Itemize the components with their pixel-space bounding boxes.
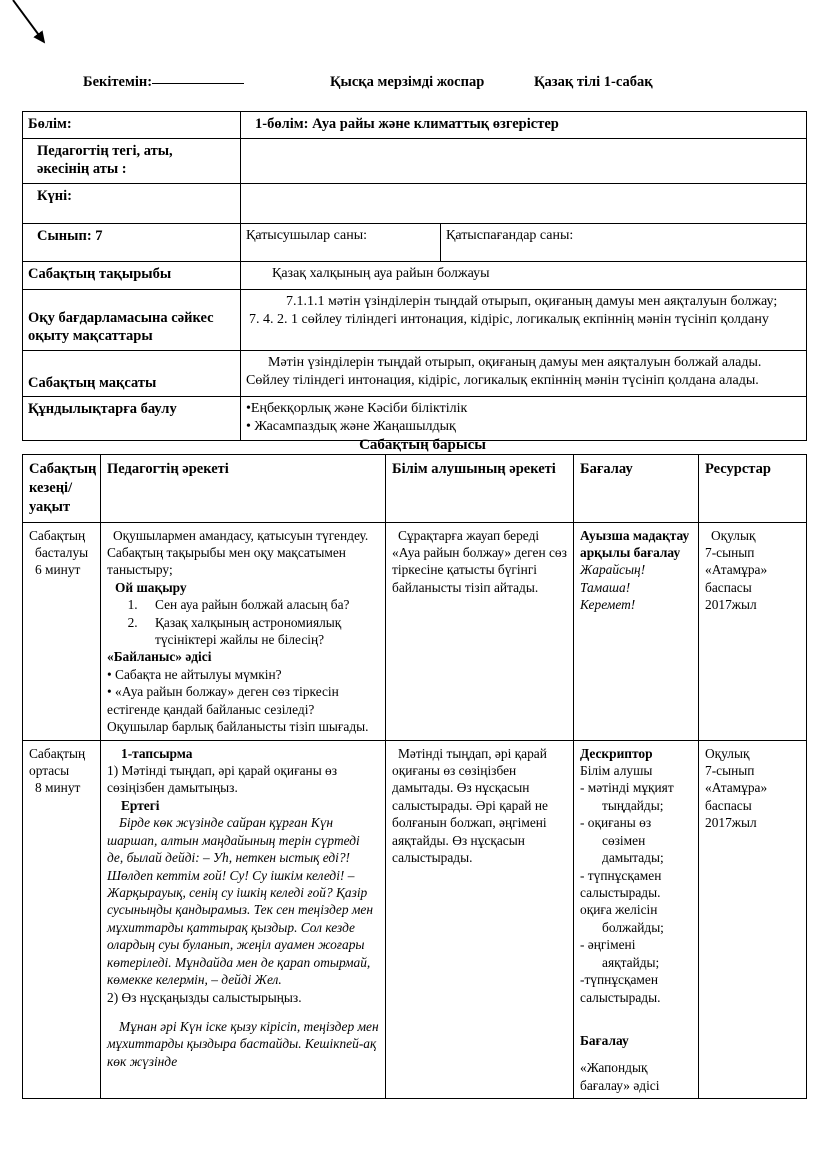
resource-line-1: Оқулық — [711, 527, 756, 543]
teacher-closing-text: Оқушылар барлық байланысты тізіп шығады. — [107, 719, 369, 735]
resource-line-2: 7-сынып — [705, 544, 755, 560]
teacher-heading-connection: «Байланыс» әдісі — [107, 649, 212, 665]
list-item: 1. Сен ауа райын болжай аласың ба? — [141, 596, 379, 613]
teacher-label-line1: Педагогтің тегі, аты, — [37, 142, 173, 159]
table-row-class — [23, 223, 807, 261]
cell-learner-action-start — [386, 522, 574, 740]
descriptor-intro: Білім алушы — [580, 763, 653, 779]
table-row-lesson-goal — [23, 350, 807, 397]
teacher-heading-brainstorm: Ой шақыру — [115, 579, 187, 595]
row-label-teacher-name — [23, 138, 241, 183]
cell-assessment-middle — [574, 740, 699, 1099]
assessment-method-line-2: бағалау» әдісі — [580, 1077, 660, 1093]
row-label-date: Күні: — [23, 183, 241, 223]
assessment-heading-2: Бағалау — [580, 1032, 629, 1048]
descriptor-item — [580, 901, 692, 936]
objectives-label-line1: Оқу бағдарламасына сәйкес — [28, 309, 214, 326]
cell-resources-middle — [699, 740, 807, 1099]
task-heading: 1-тапсырма — [121, 745, 193, 761]
cell-stage-middle — [23, 740, 101, 1099]
row-value-values — [241, 397, 807, 441]
descriptor-item-line: сөзімен — [602, 832, 646, 848]
stage-header-line2: кезеңі/ — [29, 479, 73, 496]
task-2-text: 2) Өз нұсқаңызды салыстырыңыз. — [107, 989, 302, 1005]
cell-teacher-action-middle — [101, 740, 386, 1099]
stage-line-1: Сабақтың — [29, 527, 86, 543]
column-header-assessment: Бағалау — [574, 455, 699, 523]
descriptor-item-line: аяқтайды; — [602, 954, 660, 970]
lesson-goal-label: Сабақтың мақсаты — [28, 374, 157, 391]
lesson-flow-caption: Сабақтың барысы — [359, 437, 486, 453]
column-header-teacher-action: Педагогтің әрекеті — [101, 455, 386, 523]
teacher-label-line2: әкесінің аты : — [37, 161, 127, 178]
descriptor-item-line: -түпнұсқамен — [580, 972, 659, 988]
cell-resources-start — [699, 522, 807, 740]
descriptor-item — [580, 971, 692, 1006]
descriptor-item-line: салыстырады. — [580, 884, 661, 900]
teacher-question-list — [107, 596, 379, 648]
row-value-learning-objectives — [241, 289, 807, 350]
plan-title: Қысқа мерзімді жоспар — [330, 74, 485, 90]
cell-stage-start — [23, 522, 101, 740]
cell-assessment-start — [574, 522, 699, 740]
resource-line-4: баспасы — [705, 579, 752, 595]
descriptor-item — [580, 814, 692, 866]
arrow-annotation-icon — [0, 0, 70, 60]
descriptor-item — [580, 779, 692, 814]
row-label-values: Құндылықтарға баулу — [23, 397, 241, 441]
stage-line-2: басталуы — [35, 544, 89, 560]
resource-line-2: 7-сынып — [705, 763, 755, 779]
descriptor-item-line: - әңгімені — [580, 937, 636, 953]
descriptor-item-line: тыңдайды; — [602, 797, 664, 813]
story-heading: Ертегі — [121, 797, 160, 813]
assessment-method-line-1: «Жапондық — [580, 1060, 648, 1076]
teacher-bullet-2: • «Ауа райын болжау» деген сөз тіркесін естігенде қандай байланыс сезіледі? — [107, 684, 339, 717]
resource-line-4: баспасы — [705, 797, 752, 813]
descriptor-item-line: болжайды; — [602, 919, 664, 935]
resource-line-5: 2017жыл — [705, 815, 757, 831]
objective-1: 7.1.1.1 мәтін үзінділерін тыңдай отырып, оқиғаның дамуы мен аяқталуын болжау; — [286, 293, 778, 309]
stage-header-line1: Сабақтың — [29, 461, 97, 477]
praise-phrase-3: Керемет! — [580, 597, 636, 613]
lesson-flow-table — [22, 454, 807, 1099]
lesson-info-table — [22, 111, 807, 441]
descriptor-item-line: - оқиғаны өз — [580, 815, 652, 831]
table-row — [23, 522, 807, 740]
row-value-teacher-name[interactable] — [241, 138, 807, 183]
story-continuation-text: Мұнан әрі Күн іске қызу кірісіп, теңіздер мен мұхиттарды қыздыра бастайды. Кешікпей-ақ көк жүзінде — [107, 1018, 379, 1069]
row-value-present-count[interactable]: Қатысушылар саны: — [241, 223, 441, 261]
row-label-learning-objectives — [23, 289, 241, 350]
column-header-stage — [23, 455, 101, 523]
table-header-row — [23, 455, 807, 523]
approve-field — [83, 74, 244, 91]
column-header-resources: Ресурстар — [699, 455, 807, 523]
stage-line-3: 6 минут — [35, 562, 81, 578]
row-value-topic: Қазақ халқының ауа райын болжауы — [241, 261, 807, 289]
table-row-topic — [23, 261, 807, 289]
praise-phrase-1: Жарайсың! — [580, 562, 646, 578]
table-row-teacher-name — [23, 138, 807, 183]
table-row-section — [23, 112, 807, 139]
stage-line-2: ортасы — [29, 763, 70, 779]
value-bullet-1: •Еңбекқорлық және Кәсіби біліктілік — [246, 401, 468, 417]
resource-line-1: Оқулық — [705, 745, 750, 761]
value-bullet-2: • Жасампаздық және Жаңашылдық — [246, 419, 456, 435]
row-value-lesson-goal — [241, 350, 807, 397]
list-item: 2. Қазақ халқының астрономиялық түсініктері жайлы не білесің? — [141, 614, 379, 649]
approve-blank-rule — [152, 83, 244, 84]
assessment-heading: Ауызша мадақтау арқылы бағалау — [580, 527, 690, 560]
objective-2: 7. 4. 2. 1 сөйлеу тіліндегі интонация, кідіріс, логикалық екпіннің мәнін түсініп қолдану — [249, 311, 769, 327]
resource-line-3: «Атамұра» — [705, 780, 768, 796]
descriptor-item-line: - мәтінді мұқият — [580, 780, 674, 796]
learner-action-text: Сұрақтарға жауап береді «Ауа райын болжау» деген сөз тіркесіне қатысты бүгінгі байланысты тізіп айтады. — [392, 527, 567, 595]
stage-line-3: 8 минут — [35, 780, 81, 796]
cell-teacher-action-start — [101, 522, 386, 740]
objectives-label-line2: оқыту мақсаттары — [28, 328, 153, 345]
lesson-goal-text: Мәтін үзінділерін тыңдай отырып, оқиғаның дамуы мен аяқталуын болжай алады. Сөйлеу тіліндегі интонация, кідіріс, логикалық екпіннің мәнін түсініп қолдана алады. — [246, 354, 762, 388]
column-header-learner-action: Білім алушының әрекеті — [386, 455, 574, 523]
row-label-lesson-goal — [23, 350, 241, 397]
table-row-values — [23, 397, 807, 441]
teacher-intro-text: Оқушылармен амандасу, қатысуын түгендеу. Сабақтың тақырыбы мен оқу мақсатымен таныстыру; — [107, 527, 369, 578]
resource-line-3: «Атамұра» — [705, 562, 768, 578]
row-value-date[interactable] — [241, 183, 807, 223]
task-intro-text: 1) Мәтінді тыңдап, әрі қарай оқиғаны өз сөзіңізбен дамытыңыз. — [107, 763, 338, 796]
table-row-date — [23, 183, 807, 223]
teacher-bullet-1: • Сабақта не айтылуы мүмкін? — [107, 666, 282, 682]
descriptor-item — [580, 867, 692, 902]
table-row-learning-objectives — [23, 289, 807, 350]
row-label-section: Бөлім: — [23, 112, 241, 139]
descriptor-item — [580, 936, 692, 971]
learner-action-text: Мәтінді тыңдап, әрі қарай оқиғаны өз сөзіңізбен дамытады. Өз нұсқасын салыстырады. Әрі қарай не болғанын болжап, әңгімені аяқтайды. Өз нұсқасын салыстырады. — [392, 745, 548, 866]
descriptor-item-line: - түпнұсқамен — [580, 867, 662, 883]
descriptor-item-line: салыстырады. — [580, 989, 661, 1005]
row-label-class: Сынып: 7 — [23, 223, 241, 261]
row-value-absent-count[interactable]: Қатыспағандар саны: — [441, 223, 807, 261]
descriptor-item-line: дамытады; — [602, 850, 664, 866]
table-row — [23, 740, 807, 1099]
story-text: Бірде көк жүзінде сайран құрған Күн шаршап, алтын маңдайының терін сүртеді де, былай дейді: – Уһ, неткен ыстық еді?! Шөлдеп кеттім ғой! Су! Су ішкім келеді! – Жарқырауық, сенің су ішкің келеді ғой? Қазір сусыныңды қандырамыз. Тек сен теңіздер мен мұхиттарды қаттырақ қыздыр. Сол кезде олардың суы буланып, жеңіл ауамен жоғары көтеріледі. Мұндайда мен де қарап отырмай, көмекке келермін, – дейді Жел. — [107, 815, 374, 988]
stage-header-line3: уақыт — [29, 498, 71, 515]
subject-lesson-title: Қазақ тілі 1-сабақ — [534, 74, 653, 90]
descriptor-heading: Дескриптор — [580, 745, 653, 761]
descriptor-item-line: оқиға желісін — [580, 902, 658, 918]
row-label-topic: Сабақтың тақырыбы — [23, 261, 241, 289]
cell-learner-action-middle — [386, 740, 574, 1099]
praise-phrase-2: Тамаша! — [580, 579, 631, 595]
stage-line-1: Сабақтың — [29, 745, 86, 761]
row-value-section: 1-бөлім: Ауа райы және климаттық өзгерістер — [241, 112, 807, 139]
resource-line-5: 2017жыл — [705, 597, 757, 613]
approve-label: Бекітемін: — [83, 74, 153, 90]
